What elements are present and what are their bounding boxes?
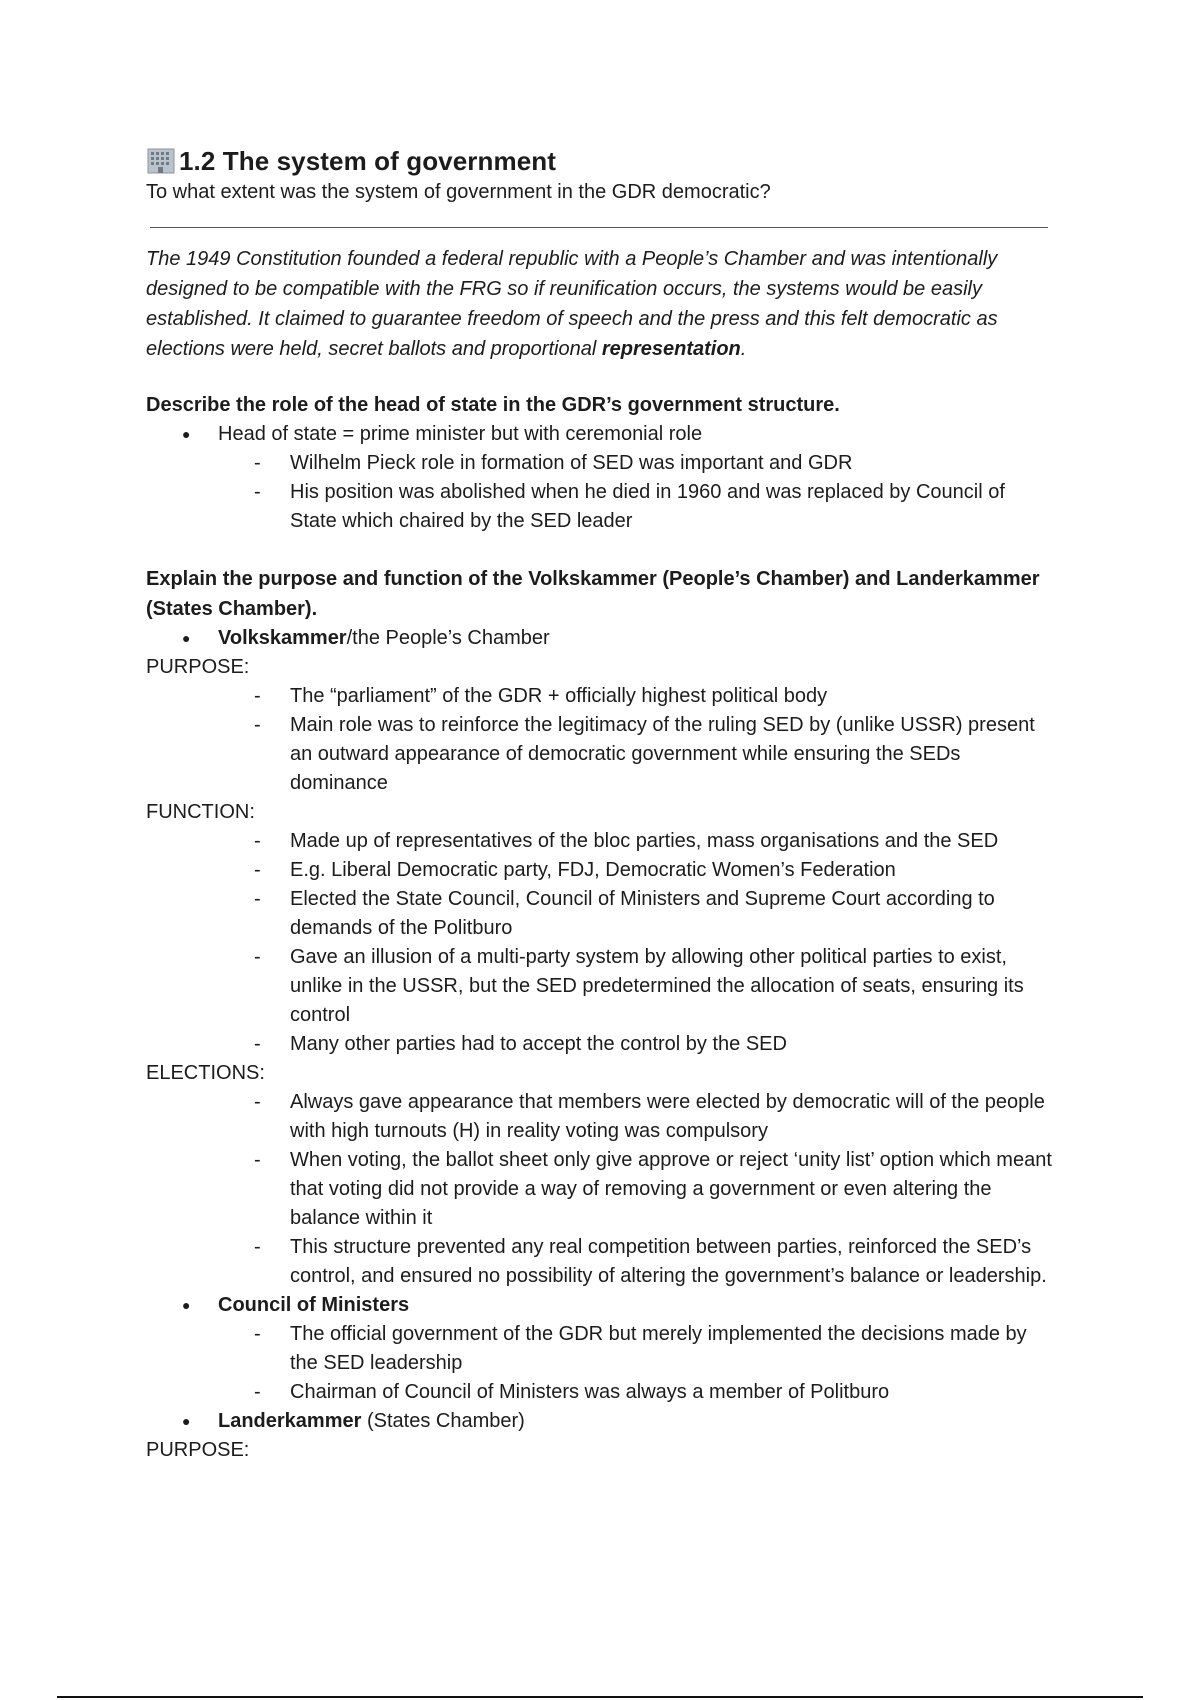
dash-item: - Many other parties had to accept the control by the SED (146, 1030, 1056, 1059)
dash-item: - When voting, the ballot sheet only give approve or reject ‘unity list’ option which meant that voting did not provide a way of removing a government or even altering the balance within it (146, 1146, 1056, 1233)
bullet-landerkammer (146, 1407, 1056, 1436)
intro-end: . (740, 338, 747, 360)
bullet-rest: (States Chamber) (361, 1410, 525, 1432)
dash-item: - Chairman of Council of Ministers was always a member of Politburo (146, 1378, 1056, 1407)
dash-item: - Made up of representatives of the bloc parties, mass organisations and the SED (146, 827, 1056, 856)
page-subtitle: To what extent was the system of government in the GDR democratic? (146, 181, 771, 203)
bullet-item: ● Head of state = prime minister but with ceremonial role (146, 420, 1056, 449)
purpose-label: PURPOSE: (146, 656, 250, 678)
dash-item: - His position was abolished when he died in 1960 and was replaced by Council of State which chaired by the SED leader (146, 478, 1056, 536)
dash-item: - Always gave appearance that members were elected by democratic will of the people with high turnouts (H) in reality voting was compulsory (146, 1088, 1056, 1146)
dash-item: - Wilhelm Pieck role in formation of SED was important and GDR (146, 449, 1056, 478)
bullet-rest: /the People’s Chamber (346, 627, 550, 649)
dash-item: - E.g. Liberal Democratic party, FDJ, Democratic Women’s Federation (146, 856, 1056, 885)
office-building-icon (146, 147, 176, 175)
intro-bold-term: representation (601, 338, 741, 360)
bullet-bold-label: Landerkammer (218, 1410, 362, 1432)
bullet-volkskammer (146, 624, 1056, 653)
footer-line (57, 1696, 1143, 1698)
question-head-of-state: Describe the role of the head of state in the GDR’s government structure. (146, 394, 840, 416)
dash-item: - Elected the State Council, Council of Ministers and Supreme Court according to demands of the Politburo (146, 885, 1056, 943)
elections-label: ELECTIONS: (146, 1062, 265, 1084)
document-page (146, 144, 1056, 1465)
bullet-bold-label: Council of Ministers (218, 1294, 410, 1316)
bullet-council (146, 1291, 1056, 1320)
purpose-label: PURPOSE: (146, 1439, 250, 1461)
heading-row (146, 144, 1056, 178)
dash-item: - Main role was to reinforce the legitimacy of the ruling SED by (unlike USSR) present an outward appearance of democratic government while ensuring the SEDs dominance (146, 711, 1056, 798)
function-label: FUNCTION: (146, 801, 255, 823)
dash-item: - This structure prevented any real competition between parties, reinforced the SED’s control, and ensured no possibility of altering the government’s balance or leadership. (146, 1233, 1056, 1291)
intro-text: The 1949 Constitution founded a federal republic with a People’s Chamber and was intentionally designed to be compatible with the FRG so if reunification occurs, the systems would be easily established. It claimed to guarantee freedom of speech and the press and this felt democratic as elections were held, secret ballots and proportional (146, 248, 998, 360)
dash-item: - The official government of the GDR but merely implemented the decisions made by the SED leadership (146, 1320, 1056, 1378)
question-volkskammer: Explain the purpose and function of the Volkskammer (People’s Chamber) and Landerkammer (States Chamber). (146, 568, 1040, 620)
intro-paragraph (146, 244, 1056, 364)
bullet-bold-label: Volkskammer (218, 627, 347, 649)
dash-item: - The “parliament” of the GDR + officially highest political body (146, 682, 1056, 711)
page-title: 1.2 The system of government (179, 145, 557, 176)
dash-item: - Gave an illusion of a multi-party system by allowing other political parties to exist, unlike in the USSR, but the SED predetermined the allocation of seats, ensuring its control (146, 943, 1056, 1030)
divider (150, 227, 1048, 228)
